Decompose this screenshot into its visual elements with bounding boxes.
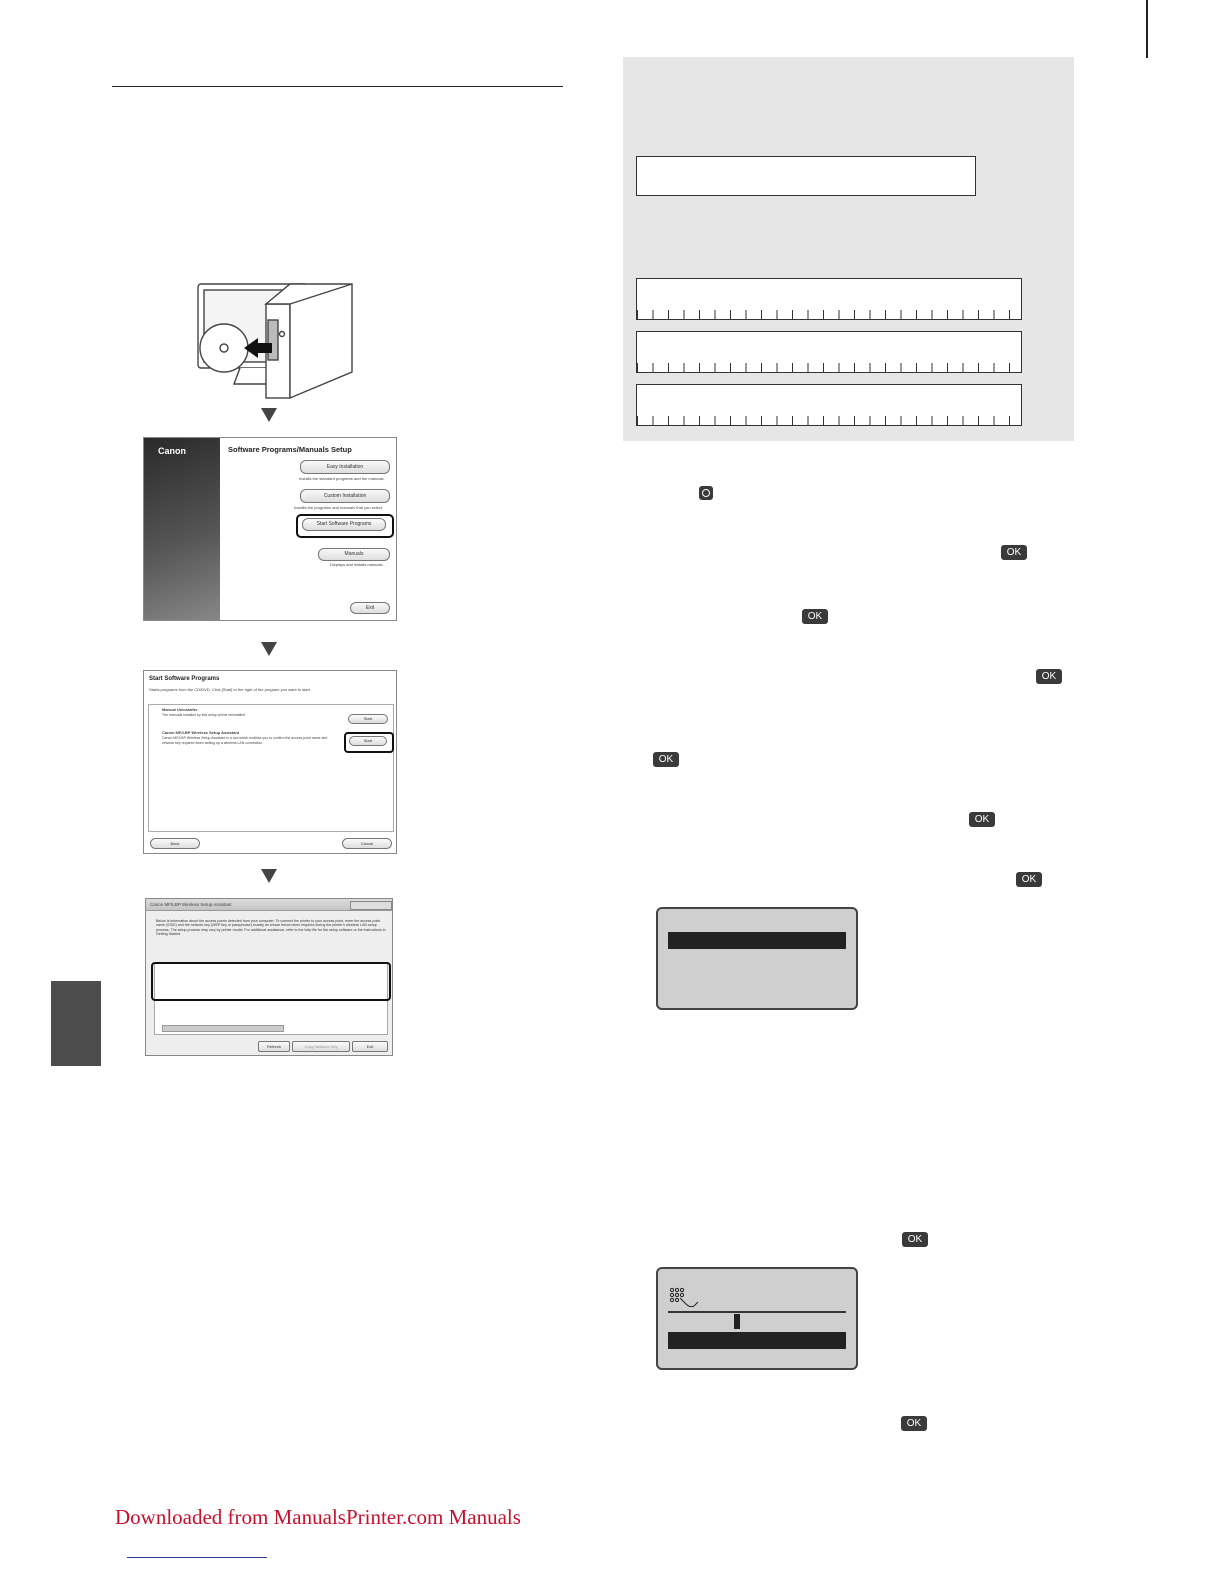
program-name: Manual Uninstaller [162,707,198,712]
ok-key-icon: OK [902,1232,928,1247]
assistant-exit-button[interactable]: Exit [352,1041,388,1052]
char-ticks [637,416,1021,425]
network-key-field-2 [636,331,1022,373]
cancel-button[interactable]: Cancel [342,838,392,849]
access-point-highlight [151,962,391,1001]
lcd-display-ssid-list [656,907,858,1010]
start-setup-assistant-button[interactable]: Start [349,736,387,746]
computer-cd-illustration [190,276,368,400]
easy-installation-button[interactable]: Easy Installation [300,460,390,474]
network-key-field-1 [636,278,1022,320]
text-cursor [734,1314,740,1329]
char-ticks [637,363,1021,372]
setup-menu-screenshot [143,437,397,621]
start-manual-uninstaller-button[interactable]: Start [348,714,388,724]
window-controls[interactable] [350,901,392,910]
ok-key-icon: OK [802,609,828,624]
program-desc: The manuals installed by this setup will be uninstalled. [162,713,247,717]
lcd-selected-row [668,932,846,949]
back-button[interactable]: Back [150,838,200,849]
start-programs-title: Start Software Programs [149,676,220,682]
ok-key-icon: OK [1036,669,1062,684]
setup-left-panel [144,438,220,621]
canon-logo: Canon [158,446,186,456]
footer-underline [127,1557,267,1558]
assistant-title: Canon MF/LBP Wireless Setup Assistant [150,902,232,907]
wireless-setup-assistant-screenshot [145,898,393,1056]
record-settings-box [623,57,1074,441]
custom-installation-desc: Installs the programs and manuals that you select. [294,505,384,510]
lcd-divider [668,1311,846,1313]
program-desc: Canon MF/LBP Wireless Setup Assistant is a tool which enables you to confirm the access point name and network key required when setting up a wireless LAN connection. [162,736,328,745]
refresh-button[interactable]: Refresh [258,1041,290,1052]
horizontal-scrollbar[interactable] [162,1025,284,1032]
down-arrow-icon [261,869,277,883]
language-side-tab [51,981,101,1066]
easy-installation-desc: Installs the standard programs and the manuals. [299,476,385,481]
keypad-hand-icon [668,1286,704,1310]
exit-button[interactable]: Exit [350,602,390,614]
manuals-desc: Displays and installs manuals. [330,562,384,567]
char-ticks [637,310,1021,319]
start-programs-intro: Starts programs from the CD/DVD. Click [Start] to the right of the program you want to start. [149,687,312,692]
manuals-button[interactable]: Manuals [318,548,390,561]
section-rule [112,86,563,87]
ok-key-icon: OK [1016,872,1042,887]
down-arrow-icon [261,642,277,656]
lcd-input-row [668,1332,846,1349]
page-edge-rule [1146,0,1148,58]
start-software-programs-screenshot [143,670,397,854]
custom-installation-button[interactable]: Custom Installation [300,489,390,503]
program-name: Canon MF/LBP Wireless Setup Assistant [162,730,240,735]
start-software-programs-button[interactable]: Start Software Programs [302,518,386,531]
setup-title: Software Programs/Manuals Setup [228,445,352,454]
copy-network-key-button[interactable]: Copy Network Key [292,1041,350,1052]
assistant-body-text: Below is information about the access points detected from your computer. To connect the printer to your access point, enter the access point name (SSID) and the network key (WEP key or passphrase) exactly as shown below when required during the printer's wireless LAN setup process. The setup process may vary by printer model. For additional assistance, refer to the help file for the setup software or the instructions in Getting Started. [156,919,386,937]
ssid-record-field [636,156,976,196]
menu-key-icon [699,486,713,500]
network-key-field-3 [636,384,1022,426]
download-source-link[interactable]: Downloaded from ManualsPrinter.com Manuals [115,1505,521,1529]
ok-key-icon: OK [1001,545,1027,560]
ok-key-icon: OK [969,812,995,827]
ok-key-icon: OK [653,752,679,767]
ok-key-icon: OK [901,1416,927,1431]
lcd-display-key-entry [656,1267,858,1370]
down-arrow-icon [261,408,277,422]
